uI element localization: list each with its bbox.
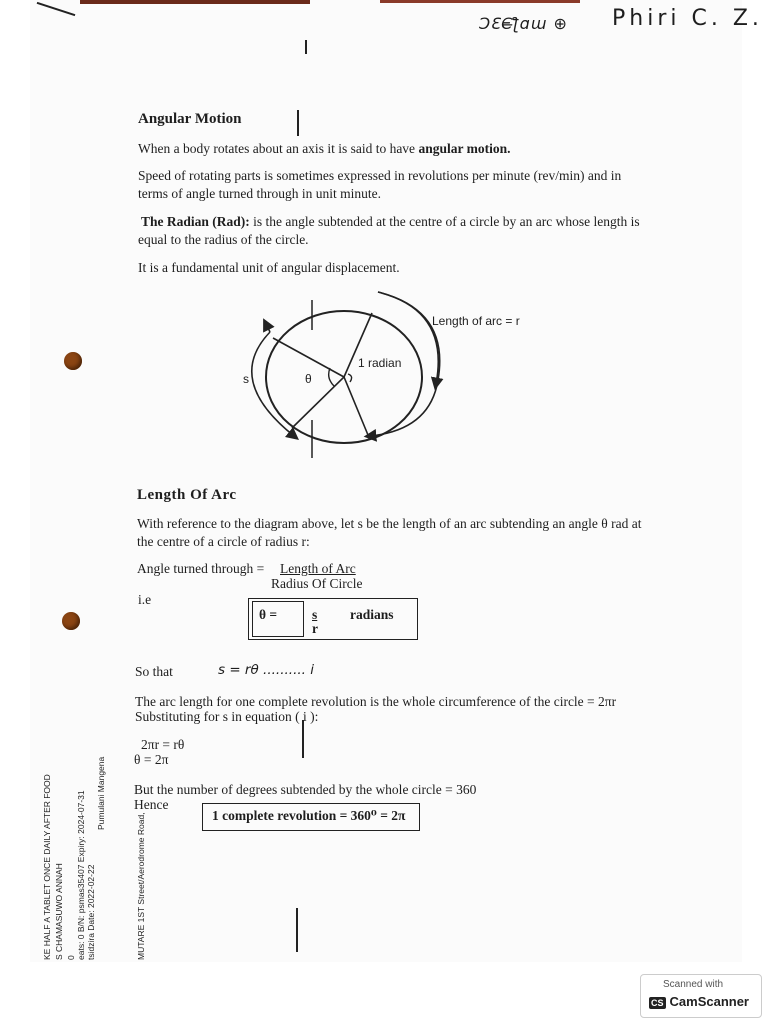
equation-2: θ = 2π bbox=[134, 752, 169, 767]
scan-mark bbox=[302, 720, 304, 758]
punch-hole bbox=[62, 612, 80, 630]
stamp-line: Pumulani Mangena bbox=[96, 756, 106, 830]
arc-revolution-line2: Substituting for s in equation ( i ): bbox=[135, 709, 319, 724]
fraction-numerator: Length of Arc bbox=[280, 561, 356, 576]
so-that-label: So that bbox=[135, 664, 173, 679]
angle-turned-label: Angle turned through = bbox=[137, 561, 265, 576]
theta-label: θ bbox=[305, 372, 312, 386]
cs-logo-icon: CS bbox=[651, 998, 664, 1008]
box-theta: θ = bbox=[259, 607, 278, 622]
stamp-line: MUTARE 1ST Street/Aerodrome Road, bbox=[136, 812, 146, 960]
so-that-equation: s = rθ .......... i bbox=[218, 662, 314, 678]
ie-label: i.e bbox=[138, 592, 152, 607]
s-label: s bbox=[243, 372, 249, 386]
stamp-line: S CHAMASUWO ANNAH bbox=[54, 863, 64, 960]
scan-mark bbox=[296, 908, 298, 952]
stamp-line: 0 bbox=[66, 955, 76, 960]
stamp-line: eats: 0 B/N: psmas35407 Expiry: 2024-07-31 bbox=[76, 790, 86, 960]
stamp-line: KE HALF A TABLET ONCE DAILY AFTER FOOD bbox=[42, 774, 52, 960]
hence-label: Hence bbox=[134, 797, 169, 812]
camscanner-badge bbox=[640, 974, 762, 1018]
scanned-with-label: Scanned with bbox=[663, 979, 724, 990]
box-r: r bbox=[312, 621, 318, 636]
radian-definition-line1: The Radian (Rad): is the angle subtended at the centre of a circle by an arc whose length is bbox=[141, 214, 640, 229]
s-arc-arrow bbox=[252, 332, 294, 436]
arc-revolution-line1: The arc length for one complete revolution is the whole circumference of the circle = 2πr bbox=[135, 694, 617, 709]
scribble: ƆƐЄ̶ƪɑɯ ⊕ bbox=[478, 14, 568, 33]
scan-mark bbox=[305, 40, 307, 54]
scan-mark bbox=[297, 110, 299, 136]
section-heading-length-of-arc: Length Of Arc bbox=[137, 487, 237, 503]
arc-length-label: Length of arc = r bbox=[432, 314, 520, 328]
paragraph-speed-line1: Speed of rotating parts is sometimes expressed in revolutions per minute (rev/min) and in bbox=[138, 168, 622, 183]
punch-hole bbox=[64, 352, 82, 370]
scan-edge-mark bbox=[380, 0, 580, 3]
paragraph-fundamental-unit: It is a fundamental unit of angular displacement. bbox=[138, 260, 400, 275]
radius-line bbox=[292, 377, 344, 428]
fraction-denominator: Radius Of Circle bbox=[271, 576, 363, 591]
equation-1: 2πr = rθ bbox=[141, 737, 185, 752]
handwritten-name: Phiri C. Z. bbox=[612, 6, 763, 31]
page-title: Angular Motion bbox=[138, 111, 242, 127]
stamp-line: tsidzira Date: 2022-02-22 bbox=[86, 864, 96, 960]
one-radian-label: 1 radian bbox=[358, 356, 402, 370]
radius-line bbox=[344, 377, 368, 435]
box-s: s bbox=[312, 607, 318, 622]
paragraph-speed-line2: terms of angle turned through in unit minute. bbox=[138, 186, 381, 201]
arc-paragraph-line1: With reference to the diagram above, let s be the length of an arc subtending an angle θ rad at bbox=[137, 516, 642, 531]
scan-edge-mark bbox=[80, 0, 310, 4]
box-radians: radians bbox=[350, 607, 394, 622]
angle-arc bbox=[348, 374, 352, 382]
paragraph-angular-motion: When a body rotates about an axis it is said to have angular motion. bbox=[138, 141, 511, 156]
arc-paragraph-line2: the centre of a circle of radius r: bbox=[137, 534, 310, 549]
final-result: 1 complete revolution = 360⁰ = 2π bbox=[212, 808, 406, 823]
radian-definition-line2: equal to the radius of the circle. bbox=[138, 232, 309, 247]
degrees-line: But the number of degrees subtended by the whole circle = 360 bbox=[134, 782, 477, 797]
camscanner-logo-text: CS CamScanner bbox=[651, 994, 749, 1009]
